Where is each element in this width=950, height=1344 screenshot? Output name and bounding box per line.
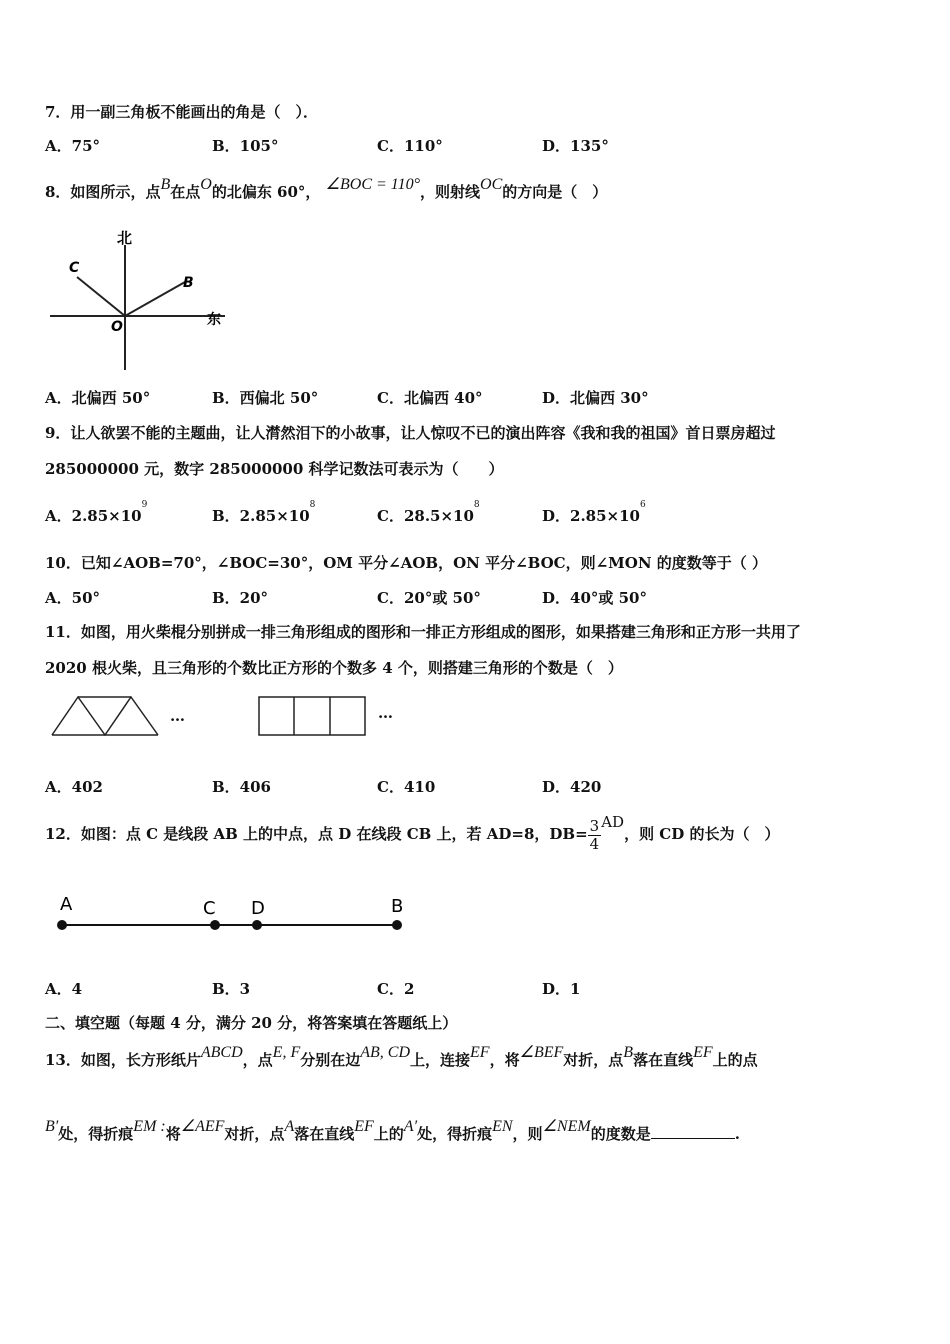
point-o-label: O <box>111 319 123 335</box>
q12-fraction: $\frac{3}{4}$ <box>589 816 600 853</box>
q11-stem-line2: 2020 根火柴，且三角形的个数比正方形的个数多 4 个，则搭建三角形的个数是（ ） <box>45 659 623 677</box>
q11-option-a: A．402 <box>45 778 103 796</box>
q8-option-d: D．北偏西 30° <box>542 389 649 407</box>
q11-triangle-ellipsis: … <box>170 707 185 725</box>
east-label: 东 <box>207 312 221 328</box>
q9-option-a: A．$2.85\times 10^9$ <box>45 500 148 525</box>
squares-outline <box>259 697 365 735</box>
ray-ob <box>125 282 185 316</box>
q9-option-c: C．$28.5\times 10^8$ <box>377 500 480 525</box>
q7-option-b: B．105° <box>212 137 279 155</box>
label-a: A <box>60 894 73 915</box>
q11-square-figure <box>257 695 369 740</box>
q13-stem-line2: B′处，得折痕EM :将∠AEF对折，点A落在直线EF上的A′处，得折痕EN，则∠NEM的度数是 . <box>45 1118 740 1143</box>
label-c: C <box>203 898 216 919</box>
q11-square-ellipsis: … <box>378 704 393 722</box>
label-b: B <box>391 896 404 917</box>
q9-option-d: D．$2.85\times 10^6$ <box>542 500 646 525</box>
label-d: D <box>251 898 265 919</box>
q10-option-d: D．40°或 50° <box>542 589 647 607</box>
q7-stem: 7．用一副三角板不能画出的角是（ ）． <box>45 103 318 121</box>
q11-option-b: B．406 <box>212 778 271 796</box>
point-a <box>57 920 67 930</box>
point-b-label: B <box>183 275 194 291</box>
point-c <box>210 920 220 930</box>
q9-stem-line1: 9．让人欲罢不能的主题曲，让人潸然泪下的小故事，让人惊叹不已的演出阵容《我和我的祖国》首日票房超过 <box>45 424 776 442</box>
q10-option-c: C．20°或 50° <box>377 589 481 607</box>
q12-stem: 12．如图：点 C 是线段 AB 上的中点，点 D 在线段 CB 上，若 AD=8，DB= $\frac{3}{4}$ AD，则 CD 的长为（ ） <box>45 813 780 853</box>
q8-var-b: B <box>160 176 171 193</box>
q8-option-c: C．北偏西 40° <box>377 389 483 407</box>
q9-option-b: B．$2.85\times 10^8$ <box>212 500 316 525</box>
q12-option-d: D．1 <box>542 980 581 998</box>
q8-option-a: A．北偏西 50° <box>45 389 151 407</box>
q12-option-a: A．4 <box>45 980 83 998</box>
q12-segment-figure <box>45 890 415 940</box>
section2-title: 二、填空题（每题 4 分，满分 20 分，将答案填在答题纸上） <box>45 1014 458 1032</box>
q13-answer-blank[interactable] <box>651 1138 735 1139</box>
q13-stem-line1: 13．如图，长方形纸片ABCD，点E, F分别在边AB, CD上，连接EF，将∠BEF对折，点B落在直线EF上的点 <box>45 1044 758 1069</box>
ray-oc <box>77 277 125 316</box>
q12-option-c: C．2 <box>377 980 415 998</box>
q8-option-b: B．西偏北 50° <box>212 389 319 407</box>
q8-ray-oc: OC <box>480 176 503 193</box>
q11-stem-line1: 11．如图，用火柴棍分别拼成一排三角形组成的图形和一排正方形组成的图形，如果搭建三角形和正方形一共用了 <box>45 623 801 641</box>
north-label: 北 <box>117 229 133 247</box>
q11-option-d: D．420 <box>542 778 602 796</box>
q8-stem: 8．如图所示，点B在点O的北偏东 60°， ∠BOC = 110°，则射线OC的方向是（ ） <box>45 176 608 201</box>
q11-option-c: C．410 <box>377 778 436 796</box>
q10-option-a: A．50° <box>45 589 101 607</box>
point-d <box>252 920 262 930</box>
q10-option-b: B．20° <box>212 589 269 607</box>
q7-option-d: D．135° <box>542 137 609 155</box>
q7-option-a: A．75° <box>45 137 101 155</box>
q7-option-c: C．110° <box>377 137 443 155</box>
point-b <box>392 920 402 930</box>
q10-stem: 10．已知∠AOB=70°，∠BOC=30°，OM 平分∠AOB，ON 平分∠BOC，则∠MON 的度数等于（ ） <box>45 554 768 572</box>
point-c-label: C <box>69 260 80 276</box>
q11-triangle-figure <box>50 695 165 740</box>
q8-direction-figure <box>45 225 235 375</box>
q8-var-o: O <box>200 176 212 193</box>
q12-option-b: B．3 <box>212 980 251 998</box>
triangle-zigzag <box>52 697 158 735</box>
q8-angle-boc: ∠BOC = 110° <box>325 176 421 193</box>
q9-stem-line2: 285000000 元，数字 285000000 科学记数法可表示为（ ） <box>45 460 504 478</box>
